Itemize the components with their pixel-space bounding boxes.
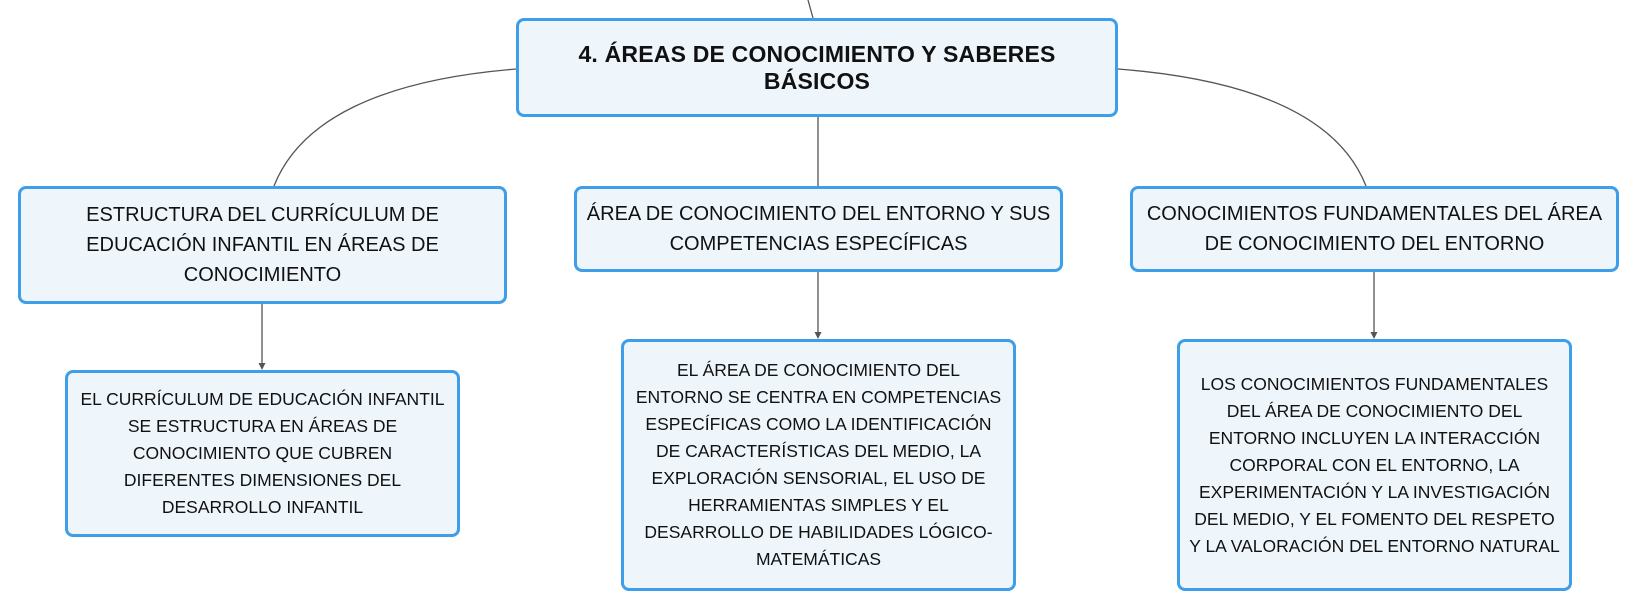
arrowhead-center-detail <box>815 332 822 339</box>
detail-node-curriculum-structure[interactable] <box>65 370 460 537</box>
root-node[interactable] <box>516 18 1118 117</box>
detail-node-text: EL CURRÍCULUM DE EDUCACIÓN INFANTIL SE ESTRUCTURA EN ÁREAS DE CONOCIMIENTO QUE CUBREN DIFERENTES DIMENSIONES DEL DESARROLLO INFANTIL <box>80 389 445 517</box>
connector-root-to-left <box>274 69 516 186</box>
branch-node-label: ESTRUCTURA DEL CURRÍCULUM DE EDUCACIÓN INFANTIL EN ÁREAS DE CONOCIMIENTO <box>86 204 439 286</box>
root-node-label: 4. ÁREAS DE CONOCIMIENTO Y SABERES BÁSICOS <box>578 40 1056 94</box>
detail-node-text: EL ÁREA DE CONOCIMIENTO DEL ENTORNO SE CENTRA EN COMPETENCIAS ESPECÍFICAS COMO LA IDENTIFICACIÓN DE CARACTERÍSTICAS DEL MEDIO, LA EXPLORACIÓN SENSORIAL, EL USO DE HERRAMIENTAS SIMPLES Y EL DESARROLLO DE HABILIDADES LÓGICO-MATEMÁTICAS <box>635 360 1002 569</box>
branch-node-label: CONOCIMIENTOS FUNDAMENTALES DEL ÁREA DE CONOCIMIENTO DEL ENTORNO <box>1146 203 1603 255</box>
branch-node-curriculum-structure[interactable] <box>18 186 507 304</box>
branch-node-label: ÁREA DE CONOCIMIENTO DEL ENTORNO Y SUS COMPETENCIAS ESPECÍFICAS <box>586 203 1051 255</box>
branch-node-fundamental-knowledge[interactable] <box>1130 186 1619 272</box>
connector-incoming <box>808 0 813 18</box>
detail-node-fundamental-knowledge[interactable] <box>1177 339 1572 591</box>
detail-node-text: LOS CONOCIMIENTOS FUNDAMENTALES DEL ÁREA DE CONOCIMIENTO DEL ENTORNO INCLUYEN LA INTERACCIÓN CORPORAL CON EL ENTORNO, LA EXPERIMENTACIÓN Y LA INVESTIGACIÓN DEL MEDIO, Y EL FOMENTO DEL RESPETO Y LA VALORACIÓN DEL ENTORNO NATURAL <box>1189 373 1560 556</box>
detail-node-environment-area[interactable] <box>621 339 1016 591</box>
connector-root-to-right <box>1118 69 1366 186</box>
arrowhead-left-detail <box>259 363 266 370</box>
arrowhead-right-detail <box>1371 332 1378 339</box>
branch-node-environment-area[interactable] <box>574 186 1063 272</box>
